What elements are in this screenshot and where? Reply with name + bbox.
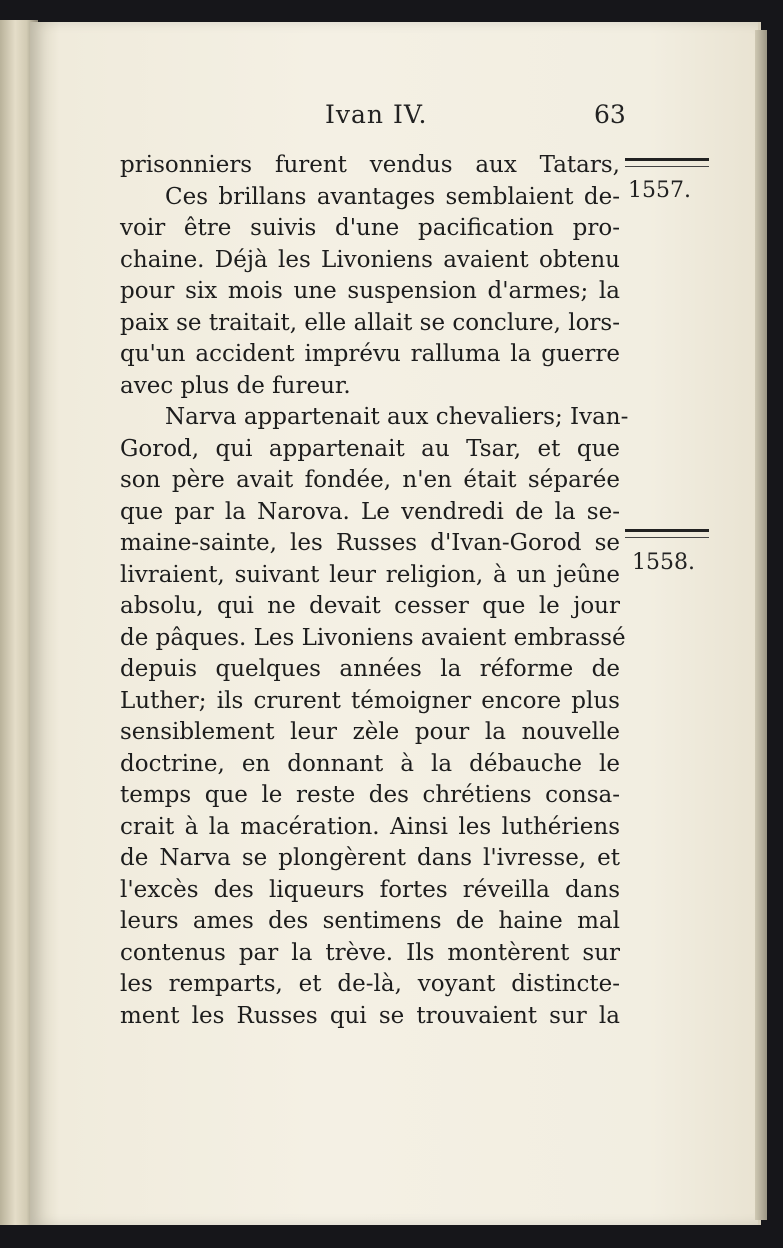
text-line: sensiblement leur zèle pour la nouvelle <box>120 719 620 745</box>
text-line: les remparts, et de-là, voyant distincte- <box>120 971 620 997</box>
text-line: maine-sainte, les Russes d'Ivan-Gorod se <box>120 530 620 556</box>
text-line: ment les Russes qui se trouvaient sur la <box>120 1002 620 1029</box>
text-line: Luther; ils crurent témoigner encore plus <box>120 687 620 714</box>
text-line: son père avait fondée, n'en était séparée <box>120 467 620 493</box>
text-line: doctrine, en donnant à la débauche le <box>120 750 620 777</box>
text-line: avec plus de fureur. <box>120 372 351 399</box>
page-edge <box>755 30 767 1220</box>
body-text <box>120 150 629 1032</box>
margin-rule <box>625 529 709 532</box>
text-line: Gorod, qui appartenait au Tsar, et que <box>120 435 620 462</box>
margin-rule <box>625 537 709 538</box>
text-line: pour six mois une suspension d'armes; la <box>120 278 620 304</box>
margin-rule <box>625 158 709 161</box>
text-line: de pâques. Les Livoniens avaient embrassé <box>120 624 626 651</box>
text-line: qu'un accident imprévu ralluma la guerre <box>120 341 620 367</box>
page-number: 63 <box>594 100 626 129</box>
text-line: que par la Narova. Le vendredi de la se- <box>120 498 620 525</box>
running-title: Ivan IV. <box>325 100 428 129</box>
text-line: depuis quelques années la réforme de <box>120 656 620 682</box>
text-line: livraient, suivant leur religion, à un jeûne <box>120 561 620 588</box>
text-line: paix se traitait, elle allait se conclure, lors- <box>120 309 620 336</box>
text-line: Narva appartenait aux chevaliers; Ivan- <box>165 404 629 430</box>
margin-date: 1557. <box>628 178 691 203</box>
margin-date: 1558. <box>632 550 695 575</box>
text-line: voir être suivis d'une pacification pro- <box>120 215 620 241</box>
text-line: contenus par la trève. Ils montèrent sur <box>120 939 620 966</box>
text-line: prisonniers furent vendus aux Tatars, <box>120 152 620 178</box>
text-line: absolu, qui ne devait cesser que le jour <box>120 593 620 619</box>
text-line: de Narva se plongèrent dans l'ivresse, et <box>120 845 620 871</box>
text-line: chaine. Déjà les Livoniens avaient obtenu <box>120 246 620 273</box>
text-line: temps que le reste des chrétiens consa- <box>120 782 620 808</box>
text-line: crait à la macération. Ainsi les luthériens <box>120 813 620 840</box>
margin-rule <box>625 166 709 167</box>
text-line: leurs ames des sentimens de haine mal <box>120 908 620 934</box>
page-header <box>0 100 783 140</box>
text-line: l'excès des liqueurs fortes réveilla dans <box>120 876 620 903</box>
text-line: Ces brillans avantages semblaient de- <box>165 183 620 210</box>
